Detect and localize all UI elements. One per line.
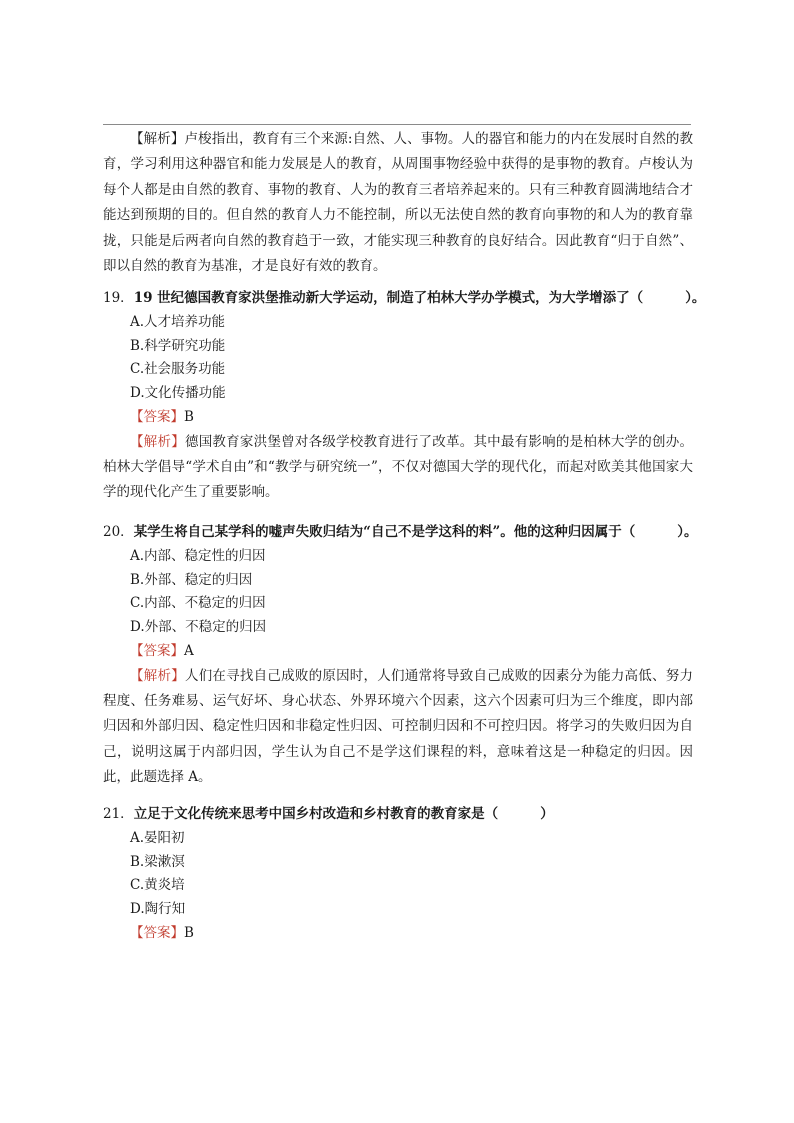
answer-label: 【答案】: [130, 642, 184, 659]
question-number: 19．: [103, 290, 134, 306]
option-d: D.文化传播功能: [130, 385, 226, 402]
question-19: [103, 288, 706, 506]
intro-explanation-text: 【解析】卢梭指出，教育有三个来源:自然、人、事物。人的器官和能力的内在发展时自然的教育，学习利用这种器官和能力发展是人的教育，从周围事物经验中获得的是事物的教育。卢梭认为每个人都是由自然的教育、事物的教育、人为的教育三者培养起来的。只有三种教育圆满地结合才能达到预期的目的。但自然的教育人力不能控制，所以无法使自然的教育向事物的和人为的教育靠拢，只能是后两者向自然的教育趋于一致，才能实现三种教育的良好结合。因此教育“归于自然”、即以自然的教育为基准，才是良好有效的教育。: [103, 131, 693, 275]
option-c: C.黄炎培: [130, 877, 185, 894]
header-rule: [103, 124, 691, 125]
answer-value: B: [184, 924, 194, 941]
answer-value: B: [184, 408, 194, 425]
answer-value: A: [184, 642, 194, 659]
explanation-label: 【解析】: [130, 433, 185, 450]
question-21: [103, 804, 693, 946]
option-a: A.晏阳初: [130, 830, 185, 846]
explanation-label: 【解析】: [130, 667, 185, 684]
question-20: [103, 522, 698, 791]
option-d: D.陶行知: [130, 901, 186, 918]
question-stem: 21．立足于文化传统来思考中国乡村改造和乡村教育的教育家是（ ）: [103, 806, 554, 822]
option-c: C.内部、不稳定的归因: [130, 595, 266, 612]
answer-line: [130, 640, 693, 664]
question-number: 21．: [103, 806, 134, 822]
answer-label: 【答案】: [130, 924, 184, 941]
explanation-text: 【解析】德国教育家洪堡曾对各级学校教育进行了改革。其中最有影响的是柏林大学的创办。柏林大学倡导“学术自由”和“教学与研究统一”，不仅对德国大学的现代化，而起对欧美其他国家大学的现代化产生了重要影响。: [103, 433, 694, 501]
option-a: A.人才培养功能: [130, 314, 226, 330]
intro-explanation-label: 【解析】: [130, 131, 185, 147]
option-b: B.外部、稳定的归因: [130, 571, 253, 588]
intro-explanation: [103, 127, 693, 279]
option-d: D.外部、不稳定的归因: [130, 619, 267, 636]
explanation-text: 【解析】人们在寻找自己成败的原因时，人们通常将导致自己成败的因素分为能力高低、努力程度、任务难易、运气好坏、身心状态、外界环境六个因素，这六个因素可归为三个维度，即内部归因和外部归因、稳定性归因和非稳定性归因、可控制归因和不可控归因。将学习的失败归因为自己，说明这属于内部归因，学生认为自己不是学这们课程的料，意味着这是一种稳定的归因。因此，此题选择 A。: [103, 667, 694, 786]
option-c: C.社会服务功能: [130, 361, 226, 378]
option-a: A.内部、稳定性的归因: [130, 548, 266, 564]
question-stem: 19．19 世纪德国教育家洪堡推动新大学运动，制造了柏林大学办学模式，为大学增添了（ ）。: [103, 290, 706, 306]
option-b: B.梁漱溟: [130, 853, 185, 870]
answer-line: [130, 922, 693, 946]
answer-line: [130, 406, 693, 430]
answer-label: 【答案】: [130, 408, 184, 425]
question-number: 20．: [103, 524, 134, 540]
option-b: B.科学研究功能: [130, 337, 226, 354]
question-stem: 20．某学生将自己某学科的嘘声失败归结为“自己不是学这科的料”。他的这种归因属于（ ）。: [103, 524, 698, 540]
